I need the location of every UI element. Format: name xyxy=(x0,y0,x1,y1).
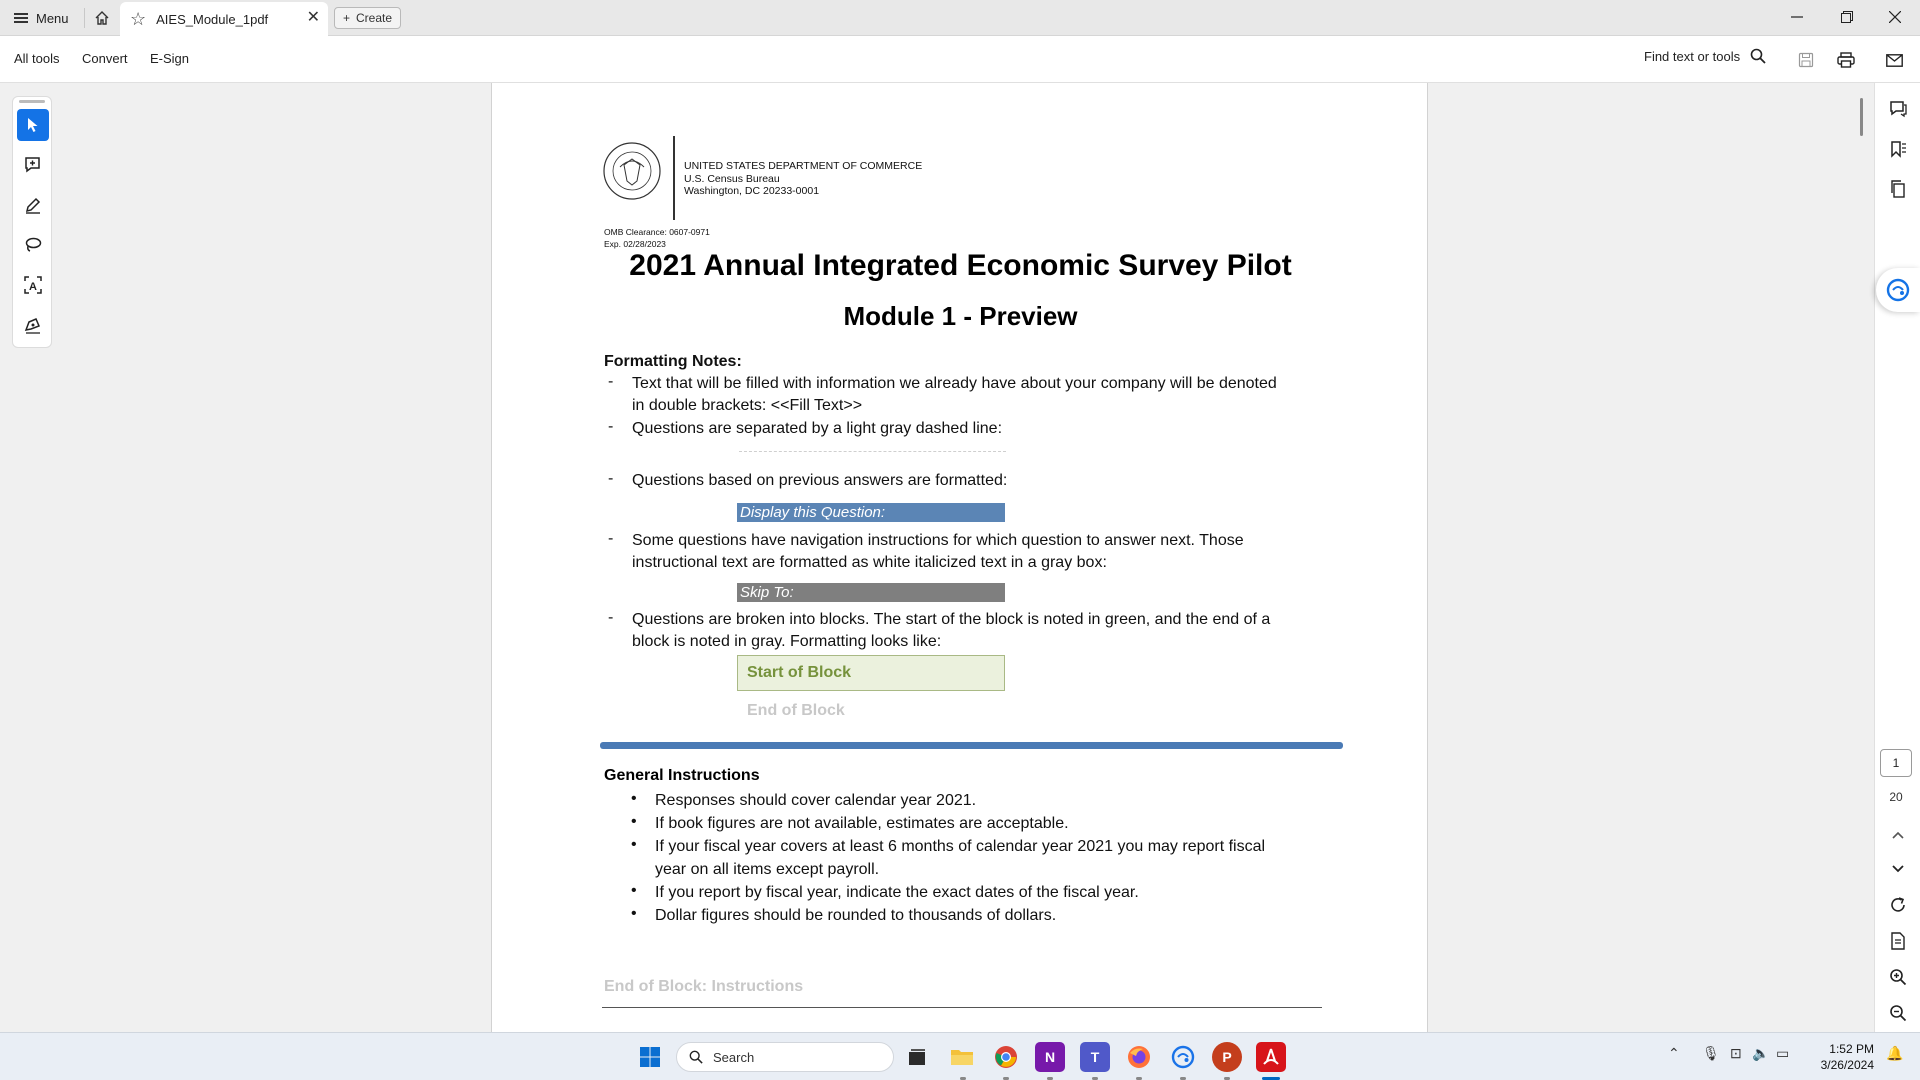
file-explorer-icon xyxy=(950,1047,974,1067)
list-dash: - xyxy=(608,530,614,547)
comment-tool[interactable] xyxy=(17,149,49,181)
seal-divider xyxy=(673,136,675,220)
draw-tool[interactable] xyxy=(17,189,49,221)
microphone-icon[interactable]: 🎙 xyxy=(1702,1045,1720,1061)
create-button[interactable] xyxy=(334,7,401,29)
left-tool-rail xyxy=(12,96,52,348)
teams-button[interactable] xyxy=(1080,1042,1110,1072)
chat-assistant-button[interactable] xyxy=(1168,1042,1198,1072)
zoom-out-button[interactable] xyxy=(1886,1001,1910,1025)
hamburger-icon xyxy=(14,13,28,23)
onenote-icon: N xyxy=(1044,1049,1056,1065)
comment-panel-icon xyxy=(1889,100,1907,118)
firefox-icon xyxy=(1127,1045,1151,1069)
clock-time: 1:52 PM xyxy=(1829,1042,1874,1056)
document-title: 2021 Annual Integrated Economic Survey Pilot xyxy=(629,249,1292,282)
bookmark-button[interactable] xyxy=(1886,137,1910,161)
battery-icon[interactable]: ▭ xyxy=(1776,1045,1790,1061)
create-label: Create xyxy=(356,11,393,25)
note-text: Questions are broken into blocks. The start of the block is noted in green, and the end of a xyxy=(632,611,1271,628)
text-recognition-icon xyxy=(24,276,42,294)
instruction-item: If you report by fiscal year, indicate the exact dates of the fiscal year. xyxy=(655,884,1139,901)
note-text: Text that will be filled with information we already have about your company will be denoted xyxy=(632,375,1277,392)
comment-panel-button[interactable] xyxy=(1886,97,1910,121)
task-view-icon xyxy=(906,1047,928,1067)
refresh-icon xyxy=(1889,896,1907,914)
zoom-in-button[interactable] xyxy=(1886,965,1910,989)
find-label: Find text or tools xyxy=(1644,48,1741,64)
instruction-item: If your fiscal year covers at least 6 months of calendar year 2021 you may report fiscal xyxy=(655,838,1266,855)
bullet: • xyxy=(631,790,637,807)
sample-dashed-line xyxy=(739,451,1006,452)
star-icon[interactable]: ☆ xyxy=(130,9,147,29)
acrobat-button[interactable] xyxy=(1256,1042,1286,1072)
section-divider xyxy=(600,742,1343,749)
app-toolbar xyxy=(0,36,1920,83)
menu-button[interactable] xyxy=(8,6,75,30)
firefox-button[interactable] xyxy=(1124,1042,1154,1072)
zoom-out-icon xyxy=(1889,1004,1907,1022)
tab-title: AIES_Module_1pdf xyxy=(156,11,269,27)
note-text: in double brackets: <<Fill Text>> xyxy=(632,397,863,414)
taskbar-search[interactable] xyxy=(676,1042,894,1072)
find-text-or-tools[interactable] xyxy=(1644,48,1766,64)
list-dash: - xyxy=(608,609,614,626)
close-window-button[interactable] xyxy=(1872,0,1918,34)
instruction-item: year on all items except payroll. xyxy=(655,861,880,878)
select-icon xyxy=(26,117,40,133)
pdf-page xyxy=(491,83,1428,1032)
next-page-button[interactable] xyxy=(1886,857,1910,881)
plus-icon: + xyxy=(343,11,351,25)
acrobat-icon xyxy=(1261,1047,1281,1067)
formatting-notes-heading: Formatting Notes: xyxy=(604,353,742,370)
list-dash: - xyxy=(608,418,614,435)
ai-assistant-button[interactable] xyxy=(1876,268,1920,312)
home-button[interactable] xyxy=(88,6,116,30)
document-tab[interactable] xyxy=(120,2,328,36)
task-view-button[interactable] xyxy=(902,1042,932,1072)
instruction-item: Responses should cover calendar year 2021. xyxy=(655,792,977,809)
list-dash: - xyxy=(608,470,614,487)
refresh-button[interactable] xyxy=(1886,893,1910,917)
convert-link[interactable]: Convert xyxy=(82,51,128,66)
agency-line: U.S. Census Bureau xyxy=(684,172,780,185)
email-icon xyxy=(1886,54,1903,67)
lasso-tool[interactable] xyxy=(17,229,49,261)
scrollbar-thumb[interactable] xyxy=(1860,98,1863,136)
onenote-button[interactable] xyxy=(1035,1042,1065,1072)
search-icon xyxy=(1750,48,1766,64)
search-icon xyxy=(689,1050,703,1064)
sign-icon xyxy=(24,316,42,334)
menu-label: Menu xyxy=(36,10,69,26)
bullet: • xyxy=(631,905,637,922)
bullet: • xyxy=(631,813,637,830)
agency-line: UNITED STATES DEPARTMENT OF COMMERCE xyxy=(684,160,923,172)
search-label: Search xyxy=(713,1049,755,1065)
agency-address xyxy=(684,160,922,198)
system-clock[interactable] xyxy=(1816,1041,1874,1073)
document-subtitle: Module 1 - Preview xyxy=(843,301,1078,331)
pages-icon xyxy=(1889,180,1907,198)
print-button[interactable] xyxy=(1834,48,1858,72)
title-bar xyxy=(0,0,1920,36)
network-icon[interactable]: ⊡ xyxy=(1730,1045,1742,1061)
bookmark-icon xyxy=(1889,140,1907,158)
document-viewport[interactable] xyxy=(64,83,1854,1032)
volume-icon[interactable]: 🔈 xyxy=(1752,1045,1770,1061)
skip-to-sample: Skip To: xyxy=(737,583,1005,602)
start-of-block-sample: Start of Block xyxy=(737,655,1005,691)
select-tool[interactable] xyxy=(17,109,49,141)
end-of-block-sample: End of Block xyxy=(747,702,845,719)
clock-date: 3/26/2024 xyxy=(1820,1058,1874,1072)
save-icon xyxy=(1798,52,1814,68)
page-settings-icon xyxy=(1889,932,1907,950)
omb-line: Exp. 02/28/2023 xyxy=(604,239,666,249)
chrome-button[interactable] xyxy=(991,1042,1021,1072)
divider xyxy=(84,8,85,28)
esign-link[interactable]: E-Sign xyxy=(150,51,190,66)
powerpoint-button[interactable] xyxy=(1212,1042,1242,1072)
restore-icon xyxy=(1841,11,1853,23)
omb-line: OMB Clearance: 0607-0971 xyxy=(604,227,710,237)
chrome-icon xyxy=(994,1045,1018,1069)
bullet: • xyxy=(631,882,637,899)
all-tools-link[interactable]: All tools xyxy=(14,51,60,66)
block-end-rule xyxy=(602,1007,1322,1008)
page-settings-button[interactable] xyxy=(1886,929,1910,953)
previous-page-button[interactable] xyxy=(1886,823,1910,847)
list-dash: - xyxy=(608,373,614,390)
rail-grip[interactable] xyxy=(19,100,45,103)
restore-button[interactable] xyxy=(1824,0,1870,34)
sign-tool[interactable] xyxy=(17,309,49,341)
note-text: Some questions have navigation instructions for which question to answer next. Those xyxy=(632,532,1244,549)
bullet: • xyxy=(631,836,637,853)
chevron-down-icon xyxy=(1892,865,1904,873)
close-icon xyxy=(1889,11,1901,23)
minimize-icon xyxy=(1791,11,1803,23)
print-icon xyxy=(1837,52,1855,68)
notification-bell-icon[interactable]: 🔔 xyxy=(1886,1045,1904,1061)
omb-clearance xyxy=(604,226,710,250)
general-instructions-heading: General Instructions xyxy=(604,767,760,784)
lasso-icon xyxy=(24,236,42,254)
zoom-in-icon xyxy=(1889,968,1907,986)
note-text: block is noted in gray. Formatting looks like: xyxy=(632,633,942,650)
display-question-sample: Display this Question: xyxy=(737,503,1005,522)
chevron-up-icon xyxy=(1892,831,1904,839)
instruction-item: If book figures are not available, estimates are acceptable. xyxy=(655,815,1069,832)
windows-taskbar xyxy=(0,1032,1920,1080)
text-recognition-tool[interactable] xyxy=(17,269,49,301)
minimize-button[interactable] xyxy=(1774,0,1820,34)
current-page-input[interactable]: 1 xyxy=(1880,749,1912,777)
note-text: instructional text are formatted as white italicized text in a gray box: xyxy=(632,554,1107,571)
close-tab-icon[interactable]: ✕ xyxy=(306,9,320,26)
department-seal-icon xyxy=(602,141,662,201)
powerpoint-icon: P xyxy=(1222,1049,1232,1065)
right-panel xyxy=(1874,83,1920,1032)
comment-icon xyxy=(24,156,42,174)
email-button[interactable] xyxy=(1882,48,1906,72)
ai-assistant-icon xyxy=(1885,277,1911,303)
chat-assistant-icon xyxy=(1171,1045,1195,1069)
svg-text:A: A xyxy=(29,281,37,293)
teams-icon: T xyxy=(1090,1049,1100,1065)
draw-icon xyxy=(24,196,42,214)
note-text: Questions are separated by a light gray dashed line: xyxy=(632,420,1003,437)
show-hidden-icons-icon[interactable]: ⌃ xyxy=(1668,1045,1680,1061)
start-button[interactable] xyxy=(635,1042,665,1072)
instruction-item: Dollar figures should be rounded to thousands of dollars. xyxy=(655,907,1057,924)
end-of-block-instructions: End of Block: Instructions xyxy=(604,978,804,995)
pages-button[interactable] xyxy=(1886,177,1910,201)
start-icon xyxy=(639,1046,661,1068)
total-pages: 20 xyxy=(1889,790,1903,804)
note-text: Questions based on previous answers are formatted: xyxy=(632,472,1008,489)
agency-line: Washington, DC 20233-0001 xyxy=(684,185,820,197)
save-button[interactable] xyxy=(1794,48,1818,72)
file-explorer-button[interactable] xyxy=(947,1042,977,1072)
home-icon xyxy=(94,10,110,26)
